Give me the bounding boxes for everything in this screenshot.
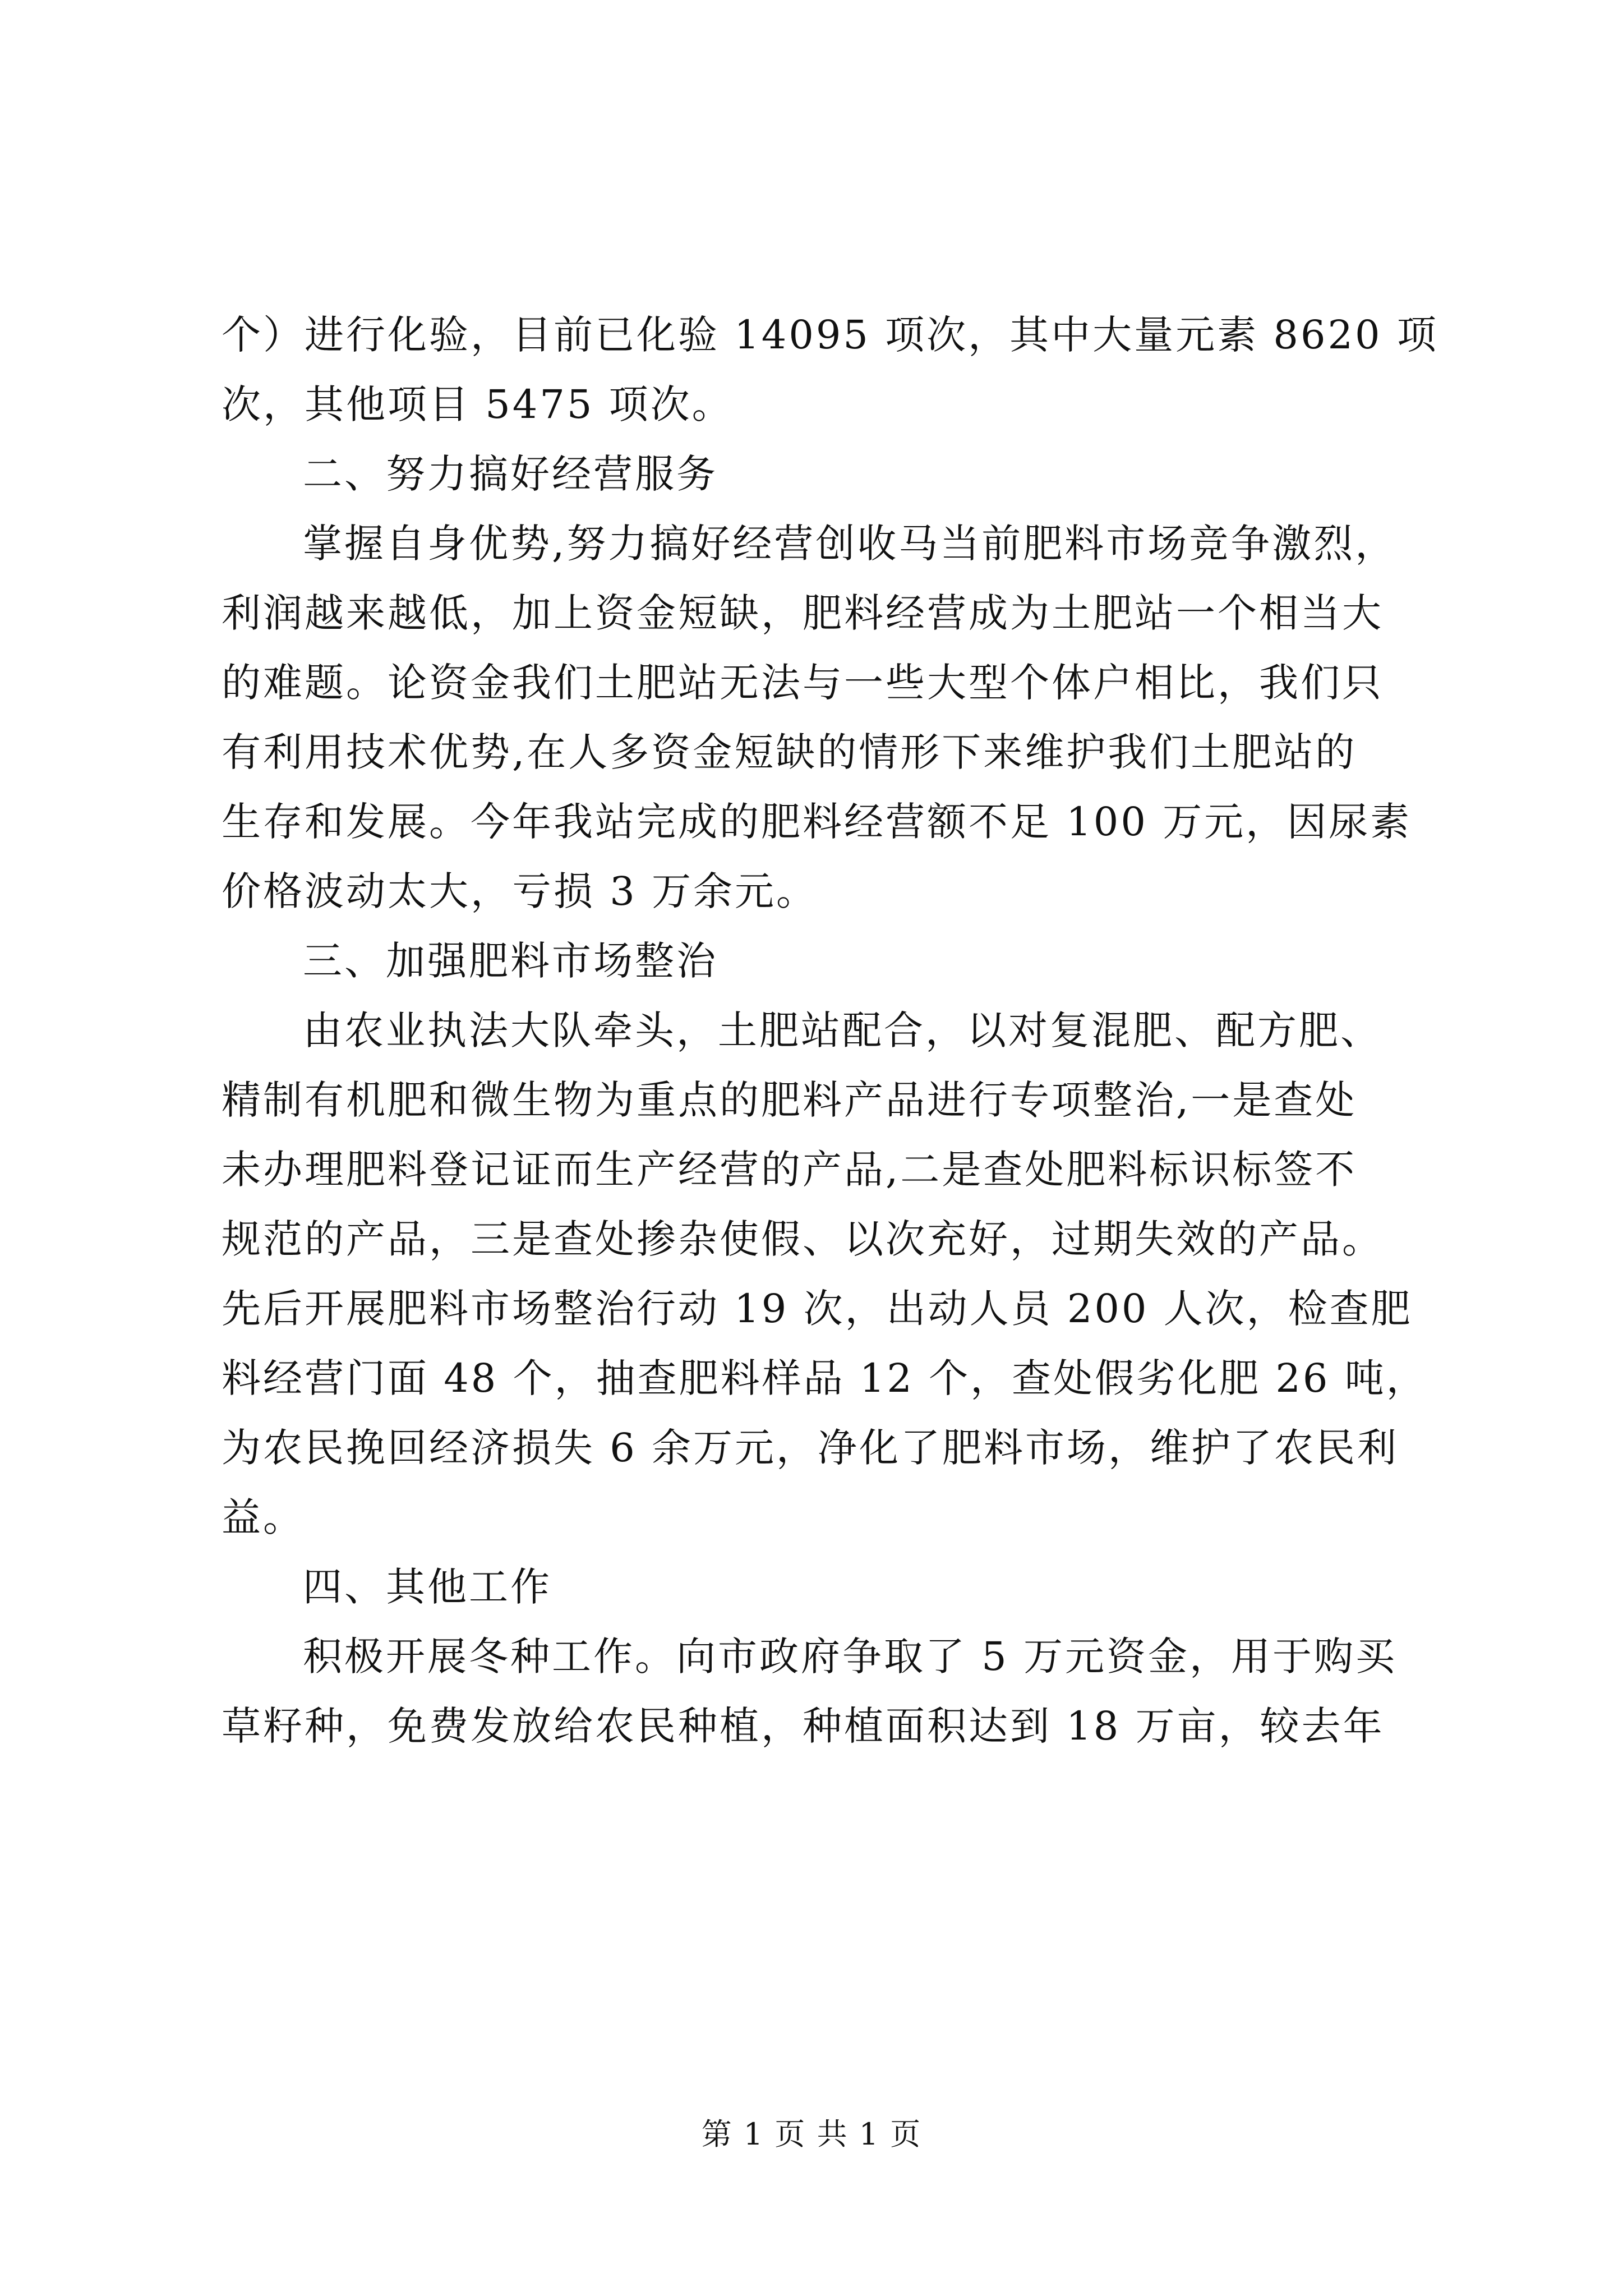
text-line: 精制有机肥和微生物为重点的肥料产品进行专项整治,一是查处 (222, 1077, 1357, 1123)
text-line: 利润越来越低，加上资金短缺，肥料经营成为土肥站一个相当大 (222, 590, 1384, 636)
text-line: 规范的产品，三是查处掺杂使假、以次充好，过期失效的产品。 (222, 1216, 1384, 1262)
section-heading: 二、努力搞好经营服务 (303, 451, 718, 497)
document-body (222, 300, 1438, 1761)
text-line: 为农民挽回经济损失 6 余万元，净化了肥料市场，维护了农民利 (222, 1425, 1399, 1471)
page-number-label: 第 1 页 共 1 页 (701, 2116, 922, 2152)
text-line: 草籽种，免费发放给农民种植，种植面积达到 18 万亩，较去年 (222, 1703, 1385, 1749)
text-line: 的难题。论资金我们土肥站无法与一些大型个体户相比，我们只 (222, 660, 1384, 706)
text-line: 个）进行化验，目前已化验 14095 项次，其中大量元素 8620 项 (222, 312, 1438, 358)
text-line: 益。 (222, 1494, 305, 1540)
text-line: 由农业执法大队牵头，土肥站配合，以对复混肥、配方肥、 (303, 1007, 1382, 1053)
text-line: 价格波动太大，亏损 3 万余元。 (222, 868, 818, 914)
text-line: 先后开展肥料市场整治行动 19 次，出动人员 200 人次，检查肥 (222, 1286, 1413, 1332)
text-line: 生存和发展。今年我站完成的肥料经营额不足 100 万元，因尿素 (222, 799, 1412, 845)
text-line: 有利用技术优势,在人多资金短缺的情形下来维护我们土肥站的 (222, 729, 1357, 775)
text-line: 未办理肥料登记证而生产经营的产品,二是查处肥料标识标签不 (222, 1147, 1357, 1193)
text-line: 积极开展冬种工作。向市政府争取了 5 万元资金，用于购买 (303, 1634, 1398, 1680)
section-heading: 四、其他工作 (303, 1564, 552, 1610)
text-line: 料经营门面 48 个，抽查肥料样品 12 个，查处假劣化肥 26 吨， (222, 1355, 1428, 1401)
page-footer (0, 2115, 1623, 2154)
text-line: 次，其他项目 5475 项次。 (222, 381, 734, 427)
section-heading: 三、加强肥料市场整治 (303, 938, 718, 984)
text-line: 掌握自身优势,努力搞好经营创收马当前肥料市场竞争激烈， (303, 521, 1397, 567)
